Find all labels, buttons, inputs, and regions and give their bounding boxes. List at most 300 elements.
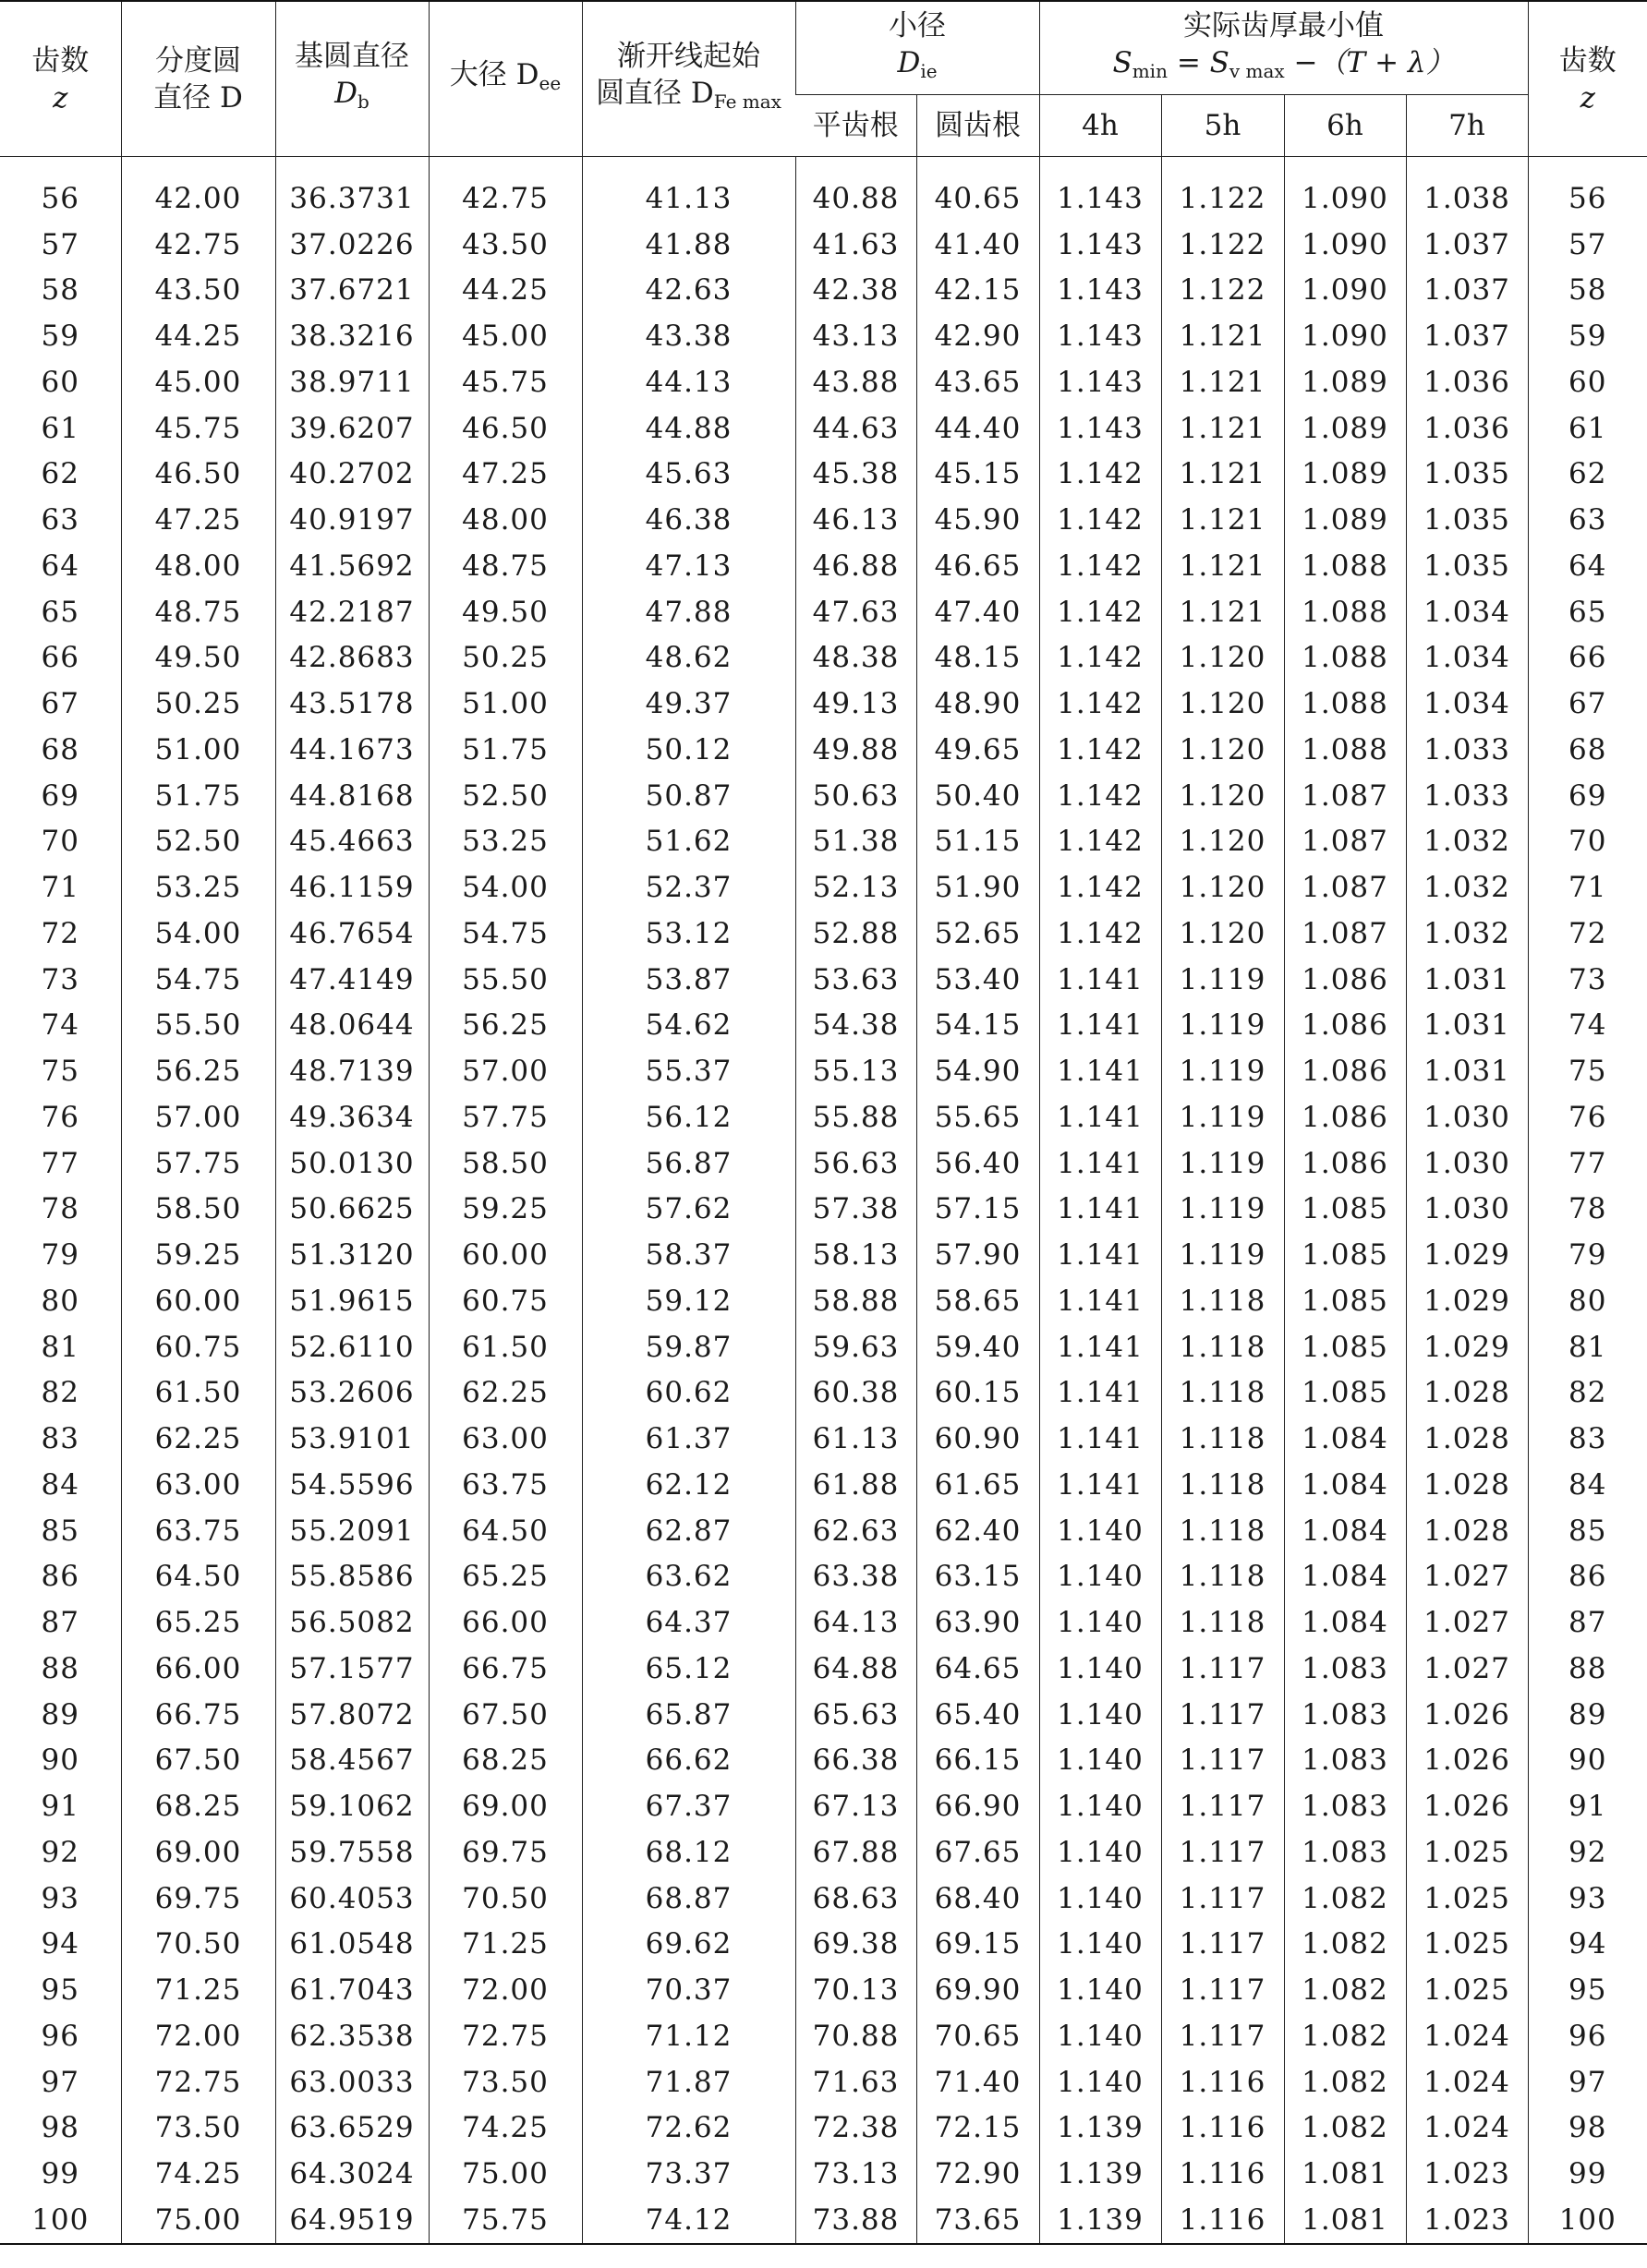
cell-z: 64 <box>41 549 79 583</box>
cell-db: 61.0548 <box>275 1922 429 1968</box>
cell-dee: 69.75 <box>429 1829 582 1876</box>
table-row <box>0 2105 1647 2152</box>
cell-dfe-max: 61.37 <box>582 1416 795 1462</box>
cell-smin-4h: 1.140 <box>1039 1738 1161 1784</box>
table-row <box>0 864 1647 911</box>
cell-smin-6h: 1.086 <box>1284 1140 1406 1187</box>
cell-db: 61.7043 <box>275 1967 429 2013</box>
cell-dfe-max: 59.87 <box>582 1324 795 1370</box>
cell-z: 71 <box>1528 864 1647 911</box>
table-row <box>0 1003 1647 1049</box>
cell-smin-6h: 1.084 <box>1284 1416 1406 1462</box>
cell-die-fillet: 52.65 <box>916 911 1039 957</box>
cell-d: 52.50 <box>121 819 275 865</box>
cell-smin-6h: 1.090 <box>1284 157 1406 222</box>
cell-dfe-max: 55.37 <box>582 1048 795 1094</box>
cell-die-flat: 69.38 <box>795 1922 916 1968</box>
cell-smin-5h: 1.120 <box>1161 635 1284 682</box>
cell-d: 71.25 <box>121 1967 275 2013</box>
cell-smin-7h: 1.034 <box>1406 589 1528 635</box>
cell-smin-5h: 1.122 <box>1161 268 1284 314</box>
cell-die-fillet: 63.15 <box>916 1554 1039 1600</box>
cell-z: 93 <box>41 1881 79 1915</box>
cell-die-fillet: 58.65 <box>916 1278 1039 1324</box>
cell-dfe-max: 56.12 <box>582 1094 795 1140</box>
cell-smin-6h: 1.089 <box>1284 405 1406 452</box>
table-row <box>0 2013 1647 2059</box>
cell-z: 59 <box>1528 313 1647 359</box>
cell-smin-5h: 1.121 <box>1161 589 1284 635</box>
cell-z: 84 <box>41 1467 79 1502</box>
cell-dee: 72.00 <box>429 1967 582 2013</box>
cell-db: 39.6207 <box>275 405 429 452</box>
cell-z: 68 <box>41 732 79 766</box>
cell-db: 49.3634 <box>275 1094 429 1140</box>
cell-z: 91 <box>1528 1783 1647 1829</box>
cell-die-fillet: 41.40 <box>916 222 1039 268</box>
table-row <box>0 1967 1647 2013</box>
table-row <box>0 1370 1647 1417</box>
smin-formula: $S_{min} = S_{v max} -(T + \lambda)$ <box>1112 45 1455 82</box>
cell-dee: 73.50 <box>429 2059 582 2105</box>
cell-smin-5h: 1.122 <box>1161 157 1284 222</box>
cell-die-flat: 70.13 <box>795 1967 916 2013</box>
cell-dfe-max: 49.37 <box>582 681 795 727</box>
cell-die-fillet: 64.65 <box>916 1646 1039 1692</box>
cell-d: 42.00 <box>121 157 275 222</box>
cell-z: 64 <box>1528 543 1647 589</box>
cell-smin-5h: 1.119 <box>1161 1187 1284 1233</box>
cell-smin-4h: 1.141 <box>1039 1140 1161 1187</box>
table-row <box>0 1048 1647 1094</box>
cell-smin-7h: 1.027 <box>1406 1599 1528 1646</box>
cell-dee: 69.00 <box>429 1783 582 1829</box>
header-minor-diameter: 小径 $D_{ie}$ <box>795 1 1039 95</box>
cell-smin-7h: 1.035 <box>1406 497 1528 543</box>
cell-smin-7h: 1.033 <box>1406 727 1528 773</box>
cell-db: 42.2187 <box>275 589 429 635</box>
cell-smin-5h: 1.119 <box>1161 1003 1284 1049</box>
cell-smin-4h: 1.142 <box>1039 819 1161 865</box>
cell-dee: 66.75 <box>429 1646 582 1692</box>
cell-z: 80 <box>41 1284 79 1318</box>
cell-smin-6h: 1.082 <box>1284 2013 1406 2059</box>
table-row <box>0 1140 1647 1187</box>
cell-z: 76 <box>1528 1094 1647 1140</box>
cell-db: 48.7139 <box>275 1048 429 1094</box>
cell-smin-5h: 1.121 <box>1161 452 1284 498</box>
cell-d: 46.50 <box>121 452 275 498</box>
cell-d: 56.25 <box>121 1048 275 1094</box>
cell-die-fillet: 55.65 <box>916 1094 1039 1140</box>
cell-die-fillet: 59.40 <box>916 1324 1039 1370</box>
cell-d: 47.25 <box>121 497 275 543</box>
cell-die-flat: 57.38 <box>795 1187 916 1233</box>
cell-die-fillet: 42.90 <box>916 313 1039 359</box>
cell-smin-6h: 1.084 <box>1284 1599 1406 1646</box>
cell-smin-6h: 1.084 <box>1284 1554 1406 1600</box>
cell-smin-5h: 1.117 <box>1161 1967 1284 2013</box>
cell-die-flat: 52.13 <box>795 864 916 911</box>
cell-smin-5h: 1.119 <box>1161 1094 1284 1140</box>
cell-die-fillet: 66.15 <box>916 1738 1039 1784</box>
cell-smin-4h: 1.140 <box>1039 1554 1161 1600</box>
cell-d: 72.75 <box>121 2059 275 2105</box>
cell-z: 96 <box>41 2019 79 2053</box>
cell-smin-5h: 1.118 <box>1161 1508 1284 1554</box>
cell-smin-4h: 1.143 <box>1039 405 1161 452</box>
cell-smin-5h: 1.119 <box>1161 957 1284 1003</box>
cell-die-fillet: 44.40 <box>916 405 1039 452</box>
cell-die-flat: 58.88 <box>795 1278 916 1324</box>
cell-dee: 51.00 <box>429 681 582 727</box>
cell-z: 78 <box>1528 1187 1647 1233</box>
cell-dee: 75.75 <box>429 2197 582 2244</box>
cell-dfe-max: 50.87 <box>582 773 795 819</box>
cell-die-fillet: 62.40 <box>916 1508 1039 1554</box>
cell-die-flat: 55.13 <box>795 1048 916 1094</box>
cell-smin-7h: 1.036 <box>1406 359 1528 405</box>
cell-z: 82 <box>1528 1370 1647 1417</box>
cell-db: 63.6529 <box>275 2105 429 2152</box>
cell-dee: 49.50 <box>429 589 582 635</box>
cell-z: 68 <box>1528 727 1647 773</box>
cell-dee: 57.75 <box>429 1094 582 1140</box>
cell-smin-6h: 1.083 <box>1284 1783 1406 1829</box>
cell-z: 73 <box>1528 957 1647 1003</box>
cell-z: 91 <box>41 1790 79 1824</box>
cell-d: 42.75 <box>121 222 275 268</box>
cell-db: 37.0226 <box>275 222 429 268</box>
table-row <box>0 1646 1647 1692</box>
cell-db: 55.8586 <box>275 1554 429 1600</box>
cell-die-fillet: 72.15 <box>916 2105 1039 2152</box>
cell-z: 100 <box>1528 2197 1647 2244</box>
cell-die-fillet: 63.90 <box>916 1599 1039 1646</box>
cell-z: 85 <box>41 1514 79 1548</box>
cell-smin-5h: 1.121 <box>1161 497 1284 543</box>
cell-dee: 62.25 <box>429 1370 582 1417</box>
cell-db: 53.9101 <box>275 1416 429 1462</box>
cell-db: 56.5082 <box>275 1599 429 1646</box>
cell-z: 82 <box>41 1376 79 1410</box>
cell-z: 77 <box>41 1146 79 1180</box>
cell-smin-4h: 1.143 <box>1039 313 1161 359</box>
cell-smin-6h: 1.085 <box>1284 1232 1406 1278</box>
cell-db: 64.3024 <box>275 2151 429 2197</box>
cell-d: 49.50 <box>121 635 275 682</box>
cell-db: 51.9615 <box>275 1278 429 1324</box>
cell-d: 54.75 <box>121 957 275 1003</box>
cell-smin-7h: 1.026 <box>1406 1783 1528 1829</box>
cell-z: 81 <box>41 1330 79 1364</box>
cell-die-fillet: 70.65 <box>916 2013 1039 2059</box>
cell-smin-4h: 1.140 <box>1039 2059 1161 2105</box>
cell-z: 60 <box>41 365 79 399</box>
table-row <box>0 681 1647 727</box>
cell-dee: 48.00 <box>429 497 582 543</box>
table-row <box>0 2059 1647 2105</box>
cell-dfe-max: 50.12 <box>582 727 795 773</box>
table-row <box>0 819 1647 865</box>
cell-dfe-max: 65.87 <box>582 1692 795 1738</box>
cell-smin-5h: 1.120 <box>1161 681 1284 727</box>
cell-dee: 60.75 <box>429 1278 582 1324</box>
cell-z: 84 <box>1528 1462 1647 1508</box>
cell-smin-4h: 1.141 <box>1039 1094 1161 1140</box>
cell-smin-7h: 1.028 <box>1406 1462 1528 1508</box>
cell-dfe-max: 69.62 <box>582 1922 795 1968</box>
cell-dfe-max: 74.12 <box>582 2197 795 2244</box>
cell-smin-5h: 1.120 <box>1161 864 1284 911</box>
cell-z: 63 <box>41 503 79 537</box>
cell-smin-6h: 1.085 <box>1284 1278 1406 1324</box>
cell-smin-7h: 1.034 <box>1406 635 1528 682</box>
cell-smin-4h: 1.139 <box>1039 2197 1161 2244</box>
cell-d: 66.75 <box>121 1692 275 1738</box>
cell-dee: 68.25 <box>429 1738 582 1784</box>
cell-smin-6h: 1.084 <box>1284 1462 1406 1508</box>
table-row <box>0 1462 1647 1508</box>
cell-die-fillet: 72.90 <box>916 2151 1039 2197</box>
table-row <box>0 497 1647 543</box>
cell-z: 58 <box>1528 268 1647 314</box>
cell-smin-4h: 1.142 <box>1039 864 1161 911</box>
cell-dee: 70.50 <box>429 1876 582 1922</box>
cell-z: 74 <box>41 1008 79 1043</box>
table-row <box>0 1922 1647 1968</box>
cell-dee: 67.50 <box>429 1692 582 1738</box>
cell-smin-4h: 1.142 <box>1039 635 1161 682</box>
cell-smin-7h: 1.028 <box>1406 1416 1528 1462</box>
cell-z: 76 <box>41 1100 79 1134</box>
cell-smin-7h: 1.035 <box>1406 452 1528 498</box>
cell-smin-7h: 1.033 <box>1406 773 1528 819</box>
cell-dee: 42.75 <box>429 157 582 222</box>
cell-die-fillet: 48.90 <box>916 681 1039 727</box>
cell-die-flat: 44.63 <box>795 405 916 452</box>
cell-dee: 75.00 <box>429 2151 582 2197</box>
cell-die-fillet: 57.15 <box>916 1187 1039 1233</box>
cell-smin-5h: 1.119 <box>1161 1048 1284 1094</box>
cell-smin-5h: 1.117 <box>1161 1738 1284 1784</box>
cell-smin-7h: 1.030 <box>1406 1187 1528 1233</box>
table-row <box>0 1278 1647 1324</box>
cell-smin-6h: 1.088 <box>1284 635 1406 682</box>
cell-dfe-max: 53.12 <box>582 911 795 957</box>
cell-dfe-max: 54.62 <box>582 1003 795 1049</box>
cell-db: 41.5692 <box>275 543 429 589</box>
cell-smin-5h: 1.120 <box>1161 819 1284 865</box>
cell-die-flat: 60.38 <box>795 1370 916 1417</box>
cell-die-flat: 56.63 <box>795 1140 916 1187</box>
cell-dee: 44.25 <box>429 268 582 314</box>
cell-dfe-max: 59.12 <box>582 1278 795 1324</box>
cell-dee: 48.75 <box>429 543 582 589</box>
cell-die-fillet: 69.15 <box>916 1922 1039 1968</box>
cell-dfe-max: 71.87 <box>582 2059 795 2105</box>
cell-d: 45.00 <box>121 359 275 405</box>
table-row <box>0 1876 1647 1922</box>
cell-die-flat: 46.88 <box>795 543 916 589</box>
cell-dee: 63.00 <box>429 1416 582 1462</box>
table-row <box>0 773 1647 819</box>
cell-smin-5h: 1.120 <box>1161 911 1284 957</box>
cell-smin-5h: 1.118 <box>1161 1324 1284 1370</box>
cell-smin-4h: 1.143 <box>1039 157 1161 222</box>
cell-die-flat: 61.88 <box>795 1462 916 1508</box>
cell-d: 74.25 <box>121 2151 275 2197</box>
cell-z: 69 <box>1528 773 1647 819</box>
cell-smin-6h: 1.082 <box>1284 2105 1406 2152</box>
cell-z: 99 <box>41 2157 79 2191</box>
cell-die-fillet: 60.15 <box>916 1370 1039 1417</box>
cell-smin-4h: 1.140 <box>1039 1967 1161 2013</box>
header-major-diameter: 大径 $D_{ee}$ <box>429 1 582 157</box>
cell-z: 89 <box>1528 1692 1647 1738</box>
cell-dfe-max: 64.37 <box>582 1599 795 1646</box>
cell-die-flat: 49.13 <box>795 681 916 727</box>
cell-die-fillet: 54.90 <box>916 1048 1039 1094</box>
cell-dfe-max: 52.37 <box>582 864 795 911</box>
cell-db: 57.8072 <box>275 1692 429 1738</box>
cell-d: 54.00 <box>121 911 275 957</box>
cell-smin-6h: 1.087 <box>1284 911 1406 957</box>
cell-d: 57.75 <box>121 1140 275 1187</box>
cell-d: 64.50 <box>121 1554 275 1600</box>
cell-die-flat: 63.38 <box>795 1554 916 1600</box>
table-body <box>0 157 1647 2244</box>
header-form-diameter: 渐开线起始 圆直径 $D_{Fe max}$ <box>582 1 795 157</box>
cell-smin-6h: 1.089 <box>1284 359 1406 405</box>
table-row <box>0 1232 1647 1278</box>
cell-smin-7h: 1.026 <box>1406 1738 1528 1784</box>
cell-db: 42.8683 <box>275 635 429 682</box>
cell-smin-5h: 1.117 <box>1161 1692 1284 1738</box>
cell-smin-7h: 1.034 <box>1406 681 1528 727</box>
cell-smin-6h: 1.083 <box>1284 1829 1406 1876</box>
cell-z: 80 <box>1528 1278 1647 1324</box>
cell-smin-4h: 1.140 <box>1039 1646 1161 1692</box>
table-row <box>0 313 1647 359</box>
cell-smin-6h: 1.084 <box>1284 1508 1406 1554</box>
cell-smin-4h: 1.141 <box>1039 957 1161 1003</box>
cell-z: 70 <box>41 825 79 859</box>
cell-smin-5h: 1.118 <box>1161 1416 1284 1462</box>
cell-z: 60 <box>1528 359 1647 405</box>
cell-smin-4h: 1.142 <box>1039 681 1161 727</box>
cell-smin-4h: 1.140 <box>1039 2013 1161 2059</box>
cell-smin-5h: 1.116 <box>1161 2151 1284 2197</box>
cell-smin-4h: 1.143 <box>1039 222 1161 268</box>
cell-z: 92 <box>1528 1829 1647 1876</box>
cell-z: 57 <box>1528 222 1647 268</box>
cell-d: 57.00 <box>121 1094 275 1140</box>
cell-smin-5h: 1.118 <box>1161 1462 1284 1508</box>
cell-die-flat: 46.13 <box>795 497 916 543</box>
cell-d: 48.00 <box>121 543 275 589</box>
cell-db: 54.5596 <box>275 1462 429 1508</box>
cell-d: 67.50 <box>121 1738 275 1784</box>
cell-z: 85 <box>1528 1508 1647 1554</box>
cell-z: 56 <box>1528 157 1647 222</box>
table-row <box>0 222 1647 268</box>
cell-smin-4h: 1.141 <box>1039 1048 1161 1094</box>
cell-db: 60.4053 <box>275 1876 429 1922</box>
cell-z: 100 <box>0 2197 121 2244</box>
cell-z: 78 <box>41 1192 79 1226</box>
cell-db: 40.9197 <box>275 497 429 543</box>
cell-smin-6h: 1.085 <box>1284 1324 1406 1370</box>
cell-d: 75.00 <box>121 2197 275 2244</box>
cell-db: 40.2702 <box>275 452 429 498</box>
cell-smin-6h: 1.086 <box>1284 957 1406 1003</box>
cell-dee: 59.25 <box>429 1187 582 1233</box>
cell-dee: 60.00 <box>429 1232 582 1278</box>
cell-z: 97 <box>1528 2059 1647 2105</box>
cell-die-fillet: 56.40 <box>916 1140 1039 1187</box>
cell-smin-5h: 1.121 <box>1161 543 1284 589</box>
cell-dfe-max: 42.63 <box>582 268 795 314</box>
cell-die-flat: 53.63 <box>795 957 916 1003</box>
table-row <box>0 1416 1647 1462</box>
cell-dfe-max: 62.87 <box>582 1508 795 1554</box>
cell-die-fillet: 51.90 <box>916 864 1039 911</box>
cell-die-fillet: 61.65 <box>916 1462 1039 1508</box>
cell-d: 72.00 <box>121 2013 275 2059</box>
cell-die-fillet: 65.40 <box>916 1692 1039 1738</box>
cell-d: 65.25 <box>121 1599 275 1646</box>
cell-smin-7h: 1.024 <box>1406 2105 1528 2152</box>
cell-smin-7h: 1.024 <box>1406 2013 1528 2059</box>
cell-db: 46.1159 <box>275 864 429 911</box>
cell-smin-6h: 1.081 <box>1284 2151 1406 2197</box>
cell-dee: 54.75 <box>429 911 582 957</box>
table-row <box>0 359 1647 405</box>
cell-z: 79 <box>1528 1232 1647 1278</box>
cell-die-flat: 50.63 <box>795 773 916 819</box>
cell-smin-5h: 1.121 <box>1161 405 1284 452</box>
cell-die-fillet: 53.40 <box>916 957 1039 1003</box>
cell-smin-5h: 1.118 <box>1161 1599 1284 1646</box>
cell-smin-4h: 1.141 <box>1039 1278 1161 1324</box>
cell-db: 59.7558 <box>275 1829 429 1876</box>
cell-die-flat: 43.13 <box>795 313 916 359</box>
cell-smin-4h: 1.140 <box>1039 1692 1161 1738</box>
cell-db: 51.3120 <box>275 1232 429 1278</box>
cell-die-flat: 66.38 <box>795 1738 916 1784</box>
cell-z: 87 <box>1528 1599 1647 1646</box>
cell-db: 48.0644 <box>275 1003 429 1049</box>
header-grade-6h: 6h <box>1284 95 1406 157</box>
cell-z: 90 <box>1528 1738 1647 1784</box>
cell-z: 81 <box>1528 1324 1647 1370</box>
cell-die-fillet: 57.90 <box>916 1232 1039 1278</box>
cell-smin-4h: 1.141 <box>1039 1324 1161 1370</box>
cell-dee: 65.25 <box>429 1554 582 1600</box>
cell-smin-6h: 1.088 <box>1284 589 1406 635</box>
cell-z: 88 <box>41 1651 79 1685</box>
cell-d: 69.75 <box>121 1876 275 1922</box>
cell-dee: 64.50 <box>429 1508 582 1554</box>
cell-z: 65 <box>41 595 79 629</box>
cell-die-flat: 68.63 <box>795 1876 916 1922</box>
cell-smin-7h: 1.036 <box>1406 405 1528 452</box>
cell-z: 67 <box>1528 681 1647 727</box>
cell-smin-4h: 1.142 <box>1039 727 1161 773</box>
header-min-tooth-thickness: 实际齿厚最小值 $S_{min} = S_{v max} -(T + \lambda)$ <box>1039 1 1528 95</box>
cell-die-fillet: 67.65 <box>916 1829 1039 1876</box>
